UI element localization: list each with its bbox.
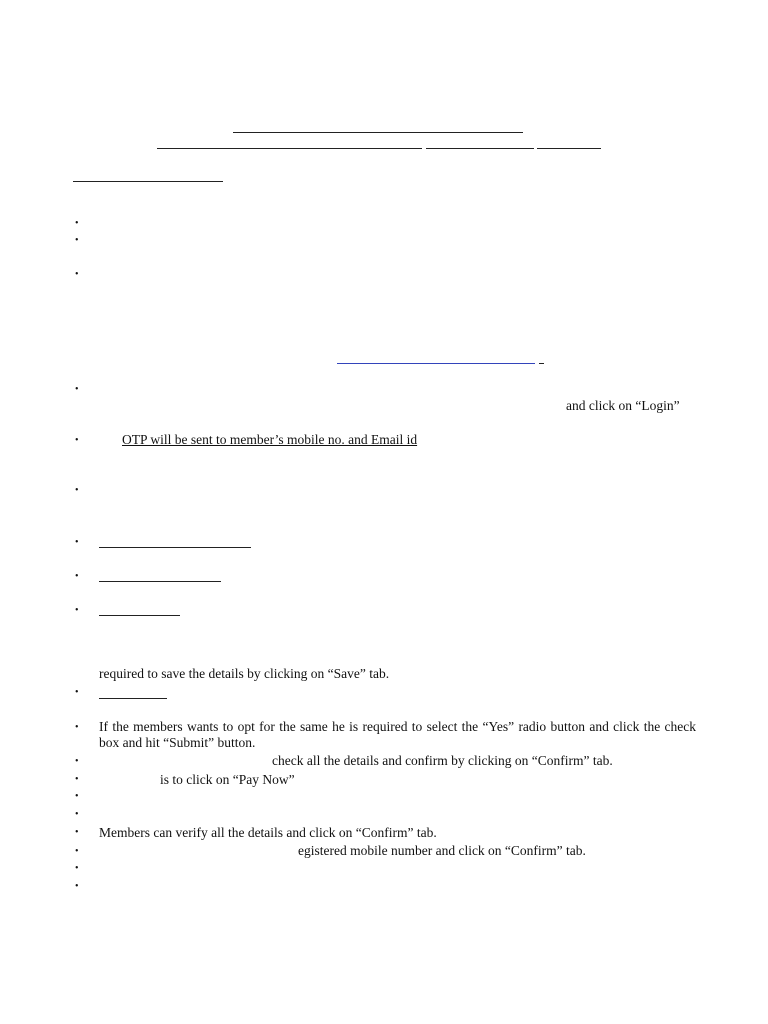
bullet-5: • [75, 435, 79, 446]
heading-underline-c [99, 615, 180, 616]
subtitle-underline-3 [537, 148, 601, 149]
opt-step-text: If the members wants to opt for the same he is required to select the “Yes” radio button and click the check box and hit “Submit” button. [99, 719, 696, 750]
section-heading-underline [73, 181, 223, 182]
bullet-18: • [75, 863, 79, 874]
bullet-13: • [75, 774, 79, 785]
bullet-1: • [75, 218, 79, 229]
bullet-15: • [75, 809, 79, 820]
bullet-9: • [75, 605, 79, 616]
pay-now-text: is to click on “Pay Now” [160, 772, 295, 787]
title-underline [233, 132, 523, 133]
portal-link[interactable] [337, 363, 535, 364]
heading-underline-a [99, 547, 251, 548]
bullet-11: • [75, 722, 79, 733]
bullet-16: • [75, 827, 79, 838]
bullet-7: • [75, 537, 79, 548]
mobile-confirm-text: egistered mobile number and click on “Confirm” tab. [298, 843, 586, 858]
save-step-text: required to save the details by clicking on “Save” tab. [99, 666, 390, 681]
bullet-8: • [75, 571, 79, 582]
otp-step-text: OTP will be sent to member’s mobile no. and Email id [122, 432, 418, 447]
login-step-text: and click on “Login” [566, 398, 680, 413]
bullet-17: • [75, 846, 79, 857]
bullet-10: • [75, 687, 79, 698]
bullet-4: • [75, 384, 79, 395]
bullet-19: • [75, 881, 79, 892]
bullet-14: • [75, 791, 79, 802]
bullet-3: • [75, 269, 79, 280]
verify-step-text: Members can verify all the details and click on “Confirm” tab. [99, 825, 437, 840]
subtitle-underline-1 [157, 148, 422, 149]
heading-underline-d [99, 698, 167, 699]
portal-link-tail [539, 363, 544, 364]
subtitle-underline-2 [426, 148, 534, 149]
bullet-12: • [75, 756, 79, 767]
check-confirm-text: check all the details and confirm by clicking on “Confirm” tab. [272, 753, 613, 768]
heading-underline-b [99, 581, 221, 582]
bullet-2: • [75, 235, 79, 246]
bullet-6: • [75, 485, 79, 496]
